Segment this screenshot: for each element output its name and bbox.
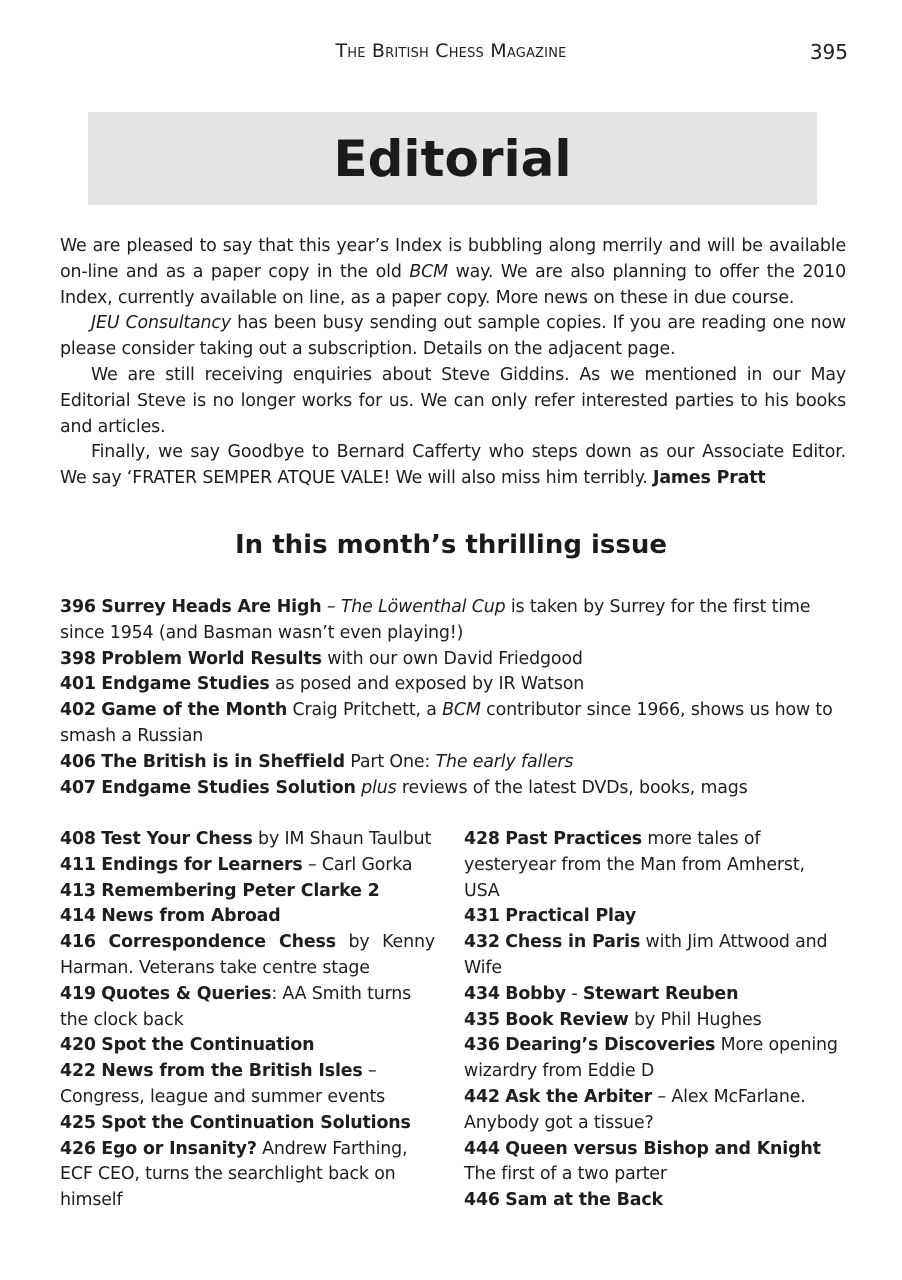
entry-title: The British is in Sheffield [101, 751, 345, 772]
editorial-body [60, 234, 846, 492]
entry-page: 432 [464, 932, 500, 953]
entry-title: Bobby [505, 983, 566, 1004]
entry-page: 413 [60, 880, 96, 901]
contents-entry [60, 1111, 435, 1137]
entry-page: 442 [464, 1086, 500, 1107]
entry-title: Quotes & Queries [101, 983, 272, 1004]
contents-entry [60, 595, 846, 647]
entry-page: 434 [464, 983, 500, 1004]
entry-title: Problem World Results [101, 648, 322, 669]
entry-italic: The early fallers [435, 751, 574, 772]
entry-text: Part One: [344, 751, 436, 772]
contents-entry [464, 904, 839, 930]
magazine-name: The British Chess Magazine [335, 40, 567, 62]
entry-page: 398 [60, 648, 96, 669]
entry-text: – [321, 597, 341, 617]
editorial-banner [88, 112, 817, 205]
entry-page: 407 [60, 777, 96, 798]
contents-entry [464, 982, 839, 1008]
entry-title: Spot the Continuation [101, 1035, 315, 1056]
entry-desc: More opening wizardry from Eddie D [464, 1035, 838, 1082]
entry-title: Dearing’s Discoveries [505, 1035, 716, 1056]
running-head [0, 40, 902, 62]
entry-desc: by IM Shaun Taulbut [252, 829, 432, 849]
entry-page: 416 [60, 932, 96, 953]
p1-text-c: way. We are also planning to offer the 2010 Index, currently available on line, as a paper copy. More news on these in due course. [60, 261, 846, 308]
entry-title: Sam at the Back [505, 1190, 663, 1211]
contents-entry [60, 1033, 435, 1059]
contents-entry [464, 1033, 839, 1085]
entry-page: 408 [60, 829, 96, 849]
entry-title: Practical Play [505, 906, 637, 927]
contents-entry [464, 827, 839, 904]
entry-text: contributor since 1966, shows us how to smash a Russian [60, 700, 833, 746]
contents-entry [60, 698, 846, 750]
entry-desc: – Alex McFarlane. Anybody got a tissue? [464, 1086, 806, 1133]
editor-signature: James Pratt [653, 468, 766, 489]
entry-title: Ask the Arbiter [505, 1086, 653, 1107]
entry-page: 428 [464, 829, 500, 849]
page-number: 395 [809, 40, 848, 64]
lead-contents [60, 595, 846, 801]
entry-text: with our own David Friedgood [321, 648, 583, 669]
entry-title: Correspondence Chess [108, 932, 336, 953]
contents-entry [60, 879, 435, 905]
contents-entry [464, 1188, 839, 1214]
entry-page: 435 [464, 1009, 500, 1030]
entry-desc: – Congress, league and summer events [60, 1061, 386, 1107]
entry-page: 425 [60, 1112, 96, 1133]
contents-entry [60, 1137, 435, 1214]
entry-desc: The first of a two parter [464, 1164, 667, 1185]
entry-title: News from the British Isles [101, 1061, 363, 1082]
entry-page: 420 [60, 1035, 96, 1056]
contents-entry [60, 853, 435, 879]
contents-entry [60, 647, 846, 673]
entry-page: 402 [60, 700, 96, 721]
contents-entry [60, 827, 435, 853]
entry-title: Game of the Month [101, 700, 288, 721]
entry-page: 422 [60, 1061, 96, 1082]
p1-bcm: BCM [409, 261, 448, 282]
entry-title: Past Practices [505, 829, 642, 849]
contents-entry [60, 750, 846, 776]
editorial-paragraph-3: We are still receiving enquiries about Steve Giddins. As we mentioned in our May Editorial Steve is no longer works for us. We can only refer interested parties to his books and articles. [60, 364, 846, 437]
contents-column-left [60, 827, 435, 1214]
entry-page: 446 [464, 1190, 500, 1211]
entry-desc: more tales of yesteryear from the Man from Amherst, USA [464, 829, 805, 901]
entry-title: Endgame Studies [101, 674, 270, 695]
entry-title: Endgame Studies Solution [101, 777, 356, 798]
editorial-paragraph-2 [60, 311, 846, 363]
editorial-paragraph-1 [60, 234, 846, 311]
entry-author: Stewart Reuben [582, 983, 739, 1004]
entry-title: Surrey Heads Are High [101, 597, 322, 617]
entry-desc: with Jim Attwood and Wife [464, 932, 828, 978]
entry-desc: : AA Smith turns the clock back [60, 983, 412, 1030]
entry-page: 444 [464, 1138, 500, 1159]
entry-title: News from Abroad [101, 906, 281, 927]
contents-entry [60, 982, 435, 1034]
entry-title: Ego or Insanity? [101, 1138, 257, 1159]
entry-page: 401 [60, 674, 96, 695]
entry-title: Spot the Continuation Solutions [101, 1112, 411, 1133]
p4-text-a: Finally, we say Goodbye to Bernard Cafferty who steps down as our Associate Editor. We say ‘FRATER SEMPER ATQUE VALE! We will also miss him terribly. [60, 442, 846, 489]
entry-page: 431 [464, 906, 500, 927]
entry-title: Queen versus Bishop and Knight [505, 1138, 821, 1159]
p1-text-a: We are pleased to say that this year’s Index is bubbling along merrily and will be available on-line and as a paper copy in the old [60, 236, 846, 282]
contents-entry [60, 672, 846, 698]
entry-desc: Andrew Farthing, ECF CEO, turns the searchlight back on himself [60, 1138, 408, 1211]
contents-entry [60, 1059, 435, 1111]
entry-page: 411 [60, 854, 96, 875]
entry-text: Craig Pritchett, a [287, 700, 443, 721]
entry-title: Remembering Peter Clarke 2 [101, 880, 380, 901]
issue-heading: In this month’s thrilling issue [234, 530, 667, 560]
entry-italic: plus [361, 777, 397, 798]
p2-jeu: JEU Consultancy [91, 313, 231, 334]
entry-page: 419 [60, 983, 96, 1004]
contents-entry [464, 1137, 839, 1189]
contents-entry [464, 930, 839, 982]
contents-column-right [464, 827, 839, 1214]
entry-page: 426 [60, 1138, 96, 1159]
entry-title: Endings for Learners [101, 854, 303, 875]
p2-text-b: has been busy sending out sample copies. If you are reading one now please consider taking out a subscription. Details on the adjacent page. [60, 313, 846, 360]
editorial-title: Editorial [333, 129, 572, 188]
entry-desc: by Kenny Harman. Veterans take centre stage [60, 932, 435, 978]
entry-text: as posed and exposed by IR Watson [269, 674, 585, 695]
entry-desc: – Carl Gorka [302, 854, 413, 875]
entry-text: is taken by Surrey for the first time since 1954 (and Basman wasn’t even playing!) [60, 597, 811, 643]
contents-entry [464, 1085, 839, 1137]
entry-page: 406 [60, 751, 96, 772]
entry-desc: by Phil Hughes [628, 1009, 762, 1030]
entry-page: 436 [464, 1035, 500, 1056]
entry-title: Book Review [505, 1009, 629, 1030]
entry-page: 396 [60, 597, 96, 617]
editorial-paragraph-4 [60, 440, 846, 492]
entry-page: 414 [60, 906, 96, 927]
entry-text: reviews of the latest DVDs, books, mags [396, 777, 748, 798]
entry-title: Chess in Paris [505, 932, 641, 953]
contents-entry [60, 930, 435, 982]
entry-italic: BCM [442, 700, 481, 721]
contents-entry [60, 904, 435, 930]
contents-entry [464, 1008, 839, 1034]
entry-title: Test Your Chess [101, 829, 253, 849]
entry-sep: - [565, 983, 583, 1004]
entry-italic: The Löwenthal Cup [340, 597, 506, 617]
contents-entry [60, 776, 846, 802]
